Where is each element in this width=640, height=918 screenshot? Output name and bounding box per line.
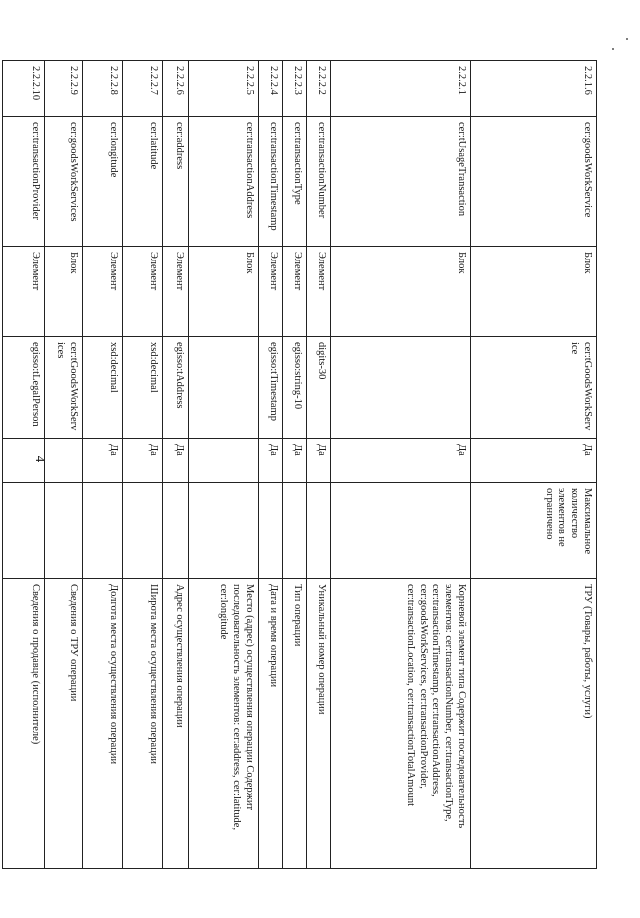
table-row: [3, 61, 45, 869]
required-flag: [189, 439, 259, 483]
required-flag: [3, 439, 45, 483]
element-name: cer:address: [163, 117, 189, 247]
element-description: Широта места осуществления операции: [123, 579, 163, 869]
element-kind: Элемент: [259, 247, 283, 337]
max-occurrence: [331, 483, 471, 579]
element-kind: Блок: [189, 247, 259, 337]
table-row: [283, 61, 307, 869]
row-number: 2.2.2.8: [83, 61, 123, 117]
scan-speck: [626, 38, 628, 40]
element-type: egisso:tTimestamp: [259, 337, 283, 439]
table-row: [123, 61, 163, 869]
table-body: [3, 61, 597, 869]
element-kind: Элемент: [123, 247, 163, 337]
max-occurrence: [189, 483, 259, 579]
required-flag: Да: [331, 439, 471, 483]
required-flag: Да: [307, 439, 331, 483]
page-number: 4: [33, 455, 48, 463]
element-name: cer:transactionProvider: [3, 117, 45, 247]
required-flag: Да: [163, 439, 189, 483]
table-row: [471, 61, 597, 869]
element-name: cer:latitude: [123, 117, 163, 247]
table-row: [163, 61, 189, 869]
table-row: [189, 61, 259, 869]
specification-table: [2, 60, 597, 869]
element-description: Долгота места осуществления операции: [83, 579, 123, 869]
table-row: [45, 61, 83, 869]
required-flag: Да: [471, 439, 597, 483]
element-description: Тип операции: [283, 579, 307, 869]
max-occurrence: [259, 483, 283, 579]
required-flag: [45, 439, 83, 483]
element-type: cer:tGoodsWorkService: [471, 337, 597, 439]
max-occurrence: [3, 483, 45, 579]
max-occurrence: [45, 483, 83, 579]
scan-speck: [612, 48, 614, 50]
table-row: [307, 61, 331, 869]
max-occurrence: [307, 483, 331, 579]
element-description: Место (адрес) осуществления операции Содержит последовательность элементов: cer:address, cer:latitude, cer:longitude: [189, 579, 259, 869]
max-occurrence: Максимальное количество элементов не ограничено: [471, 483, 597, 579]
max-occurrence: [123, 483, 163, 579]
element-name: cer:transactionTimestamp: [259, 117, 283, 247]
row-number: 2.2.2.2: [307, 61, 331, 117]
table-row: [331, 61, 471, 869]
element-description: Адрес осуществления операции: [163, 579, 189, 869]
element-description: Сведения о ТРУ операции: [45, 579, 83, 869]
required-flag: Да: [283, 439, 307, 483]
element-name: cer:transactionAddress: [189, 117, 259, 247]
element-kind: Блок: [331, 247, 471, 337]
required-flag: Да: [83, 439, 123, 483]
element-name: cer:tUsageTransaction: [331, 117, 471, 247]
element-kind: Элемент: [283, 247, 307, 337]
element-kind: Блок: [45, 247, 83, 337]
element-type: [189, 337, 259, 439]
row-number: 2.2.2.9: [45, 61, 83, 117]
element-type: egisso:tAddress: [163, 337, 189, 439]
row-number: 2.2.2.4: [259, 61, 283, 117]
element-description: Сведения о продавце (исполнителе): [3, 579, 45, 869]
row-number: 2.2.2.10: [3, 61, 45, 117]
row-number: 2.2.1.6: [471, 61, 597, 117]
element-type: digits-30: [307, 337, 331, 439]
row-number: 2.2.2.7: [123, 61, 163, 117]
element-kind: Элемент: [83, 247, 123, 337]
table-row: [83, 61, 123, 869]
element-type: xsd:decimal: [123, 337, 163, 439]
element-kind: Элемент: [163, 247, 189, 337]
max-occurrence: [83, 483, 123, 579]
element-type: xsd:decimal: [83, 337, 123, 439]
row-number: 2.2.2.3: [283, 61, 307, 117]
element-type: egisso:tLegalPerson: [3, 337, 45, 439]
element-kind: Элемент: [3, 247, 45, 337]
element-name: cer:transactionNumber: [307, 117, 331, 247]
element-type: [331, 337, 471, 439]
element-name: cer:transactionType: [283, 117, 307, 247]
table-row: [259, 61, 283, 869]
max-occurrence: [163, 483, 189, 579]
element-name: cer:goodsWorkServices: [45, 117, 83, 247]
element-description: Корневой элемент типа Содержит последовательность элементов: cer:transactionNumber, cer:transactionType, cer:transactionTimestamp, cer:transactionAddress, cer:goodsWorkServices, cer:transactionProvider, cer:transactionLocation, cer:transactionTotalAmount: [331, 579, 471, 869]
element-type: cer:tGoodsWorkServices: [45, 337, 83, 439]
element-description: Дата и время операции: [259, 579, 283, 869]
element-kind: Элемент: [307, 247, 331, 337]
required-flag: Да: [259, 439, 283, 483]
element-description: ТРУ (Товары, работы, услуги): [471, 579, 597, 869]
max-occurrence: [283, 483, 307, 579]
rotated-page-content: [30, 60, 597, 868]
element-type: egisso:string-10: [283, 337, 307, 439]
row-number: 2.2.2.1: [331, 61, 471, 117]
element-name: cer:goodsWorkService: [471, 117, 597, 247]
row-number: 2.2.2.5: [189, 61, 259, 117]
element-description: Уникальный номер операции: [307, 579, 331, 869]
element-name: cer:longitude: [83, 117, 123, 247]
element-kind: Блок: [471, 247, 597, 337]
row-number: 2.2.2.6: [163, 61, 189, 117]
required-flag: Да: [123, 439, 163, 483]
